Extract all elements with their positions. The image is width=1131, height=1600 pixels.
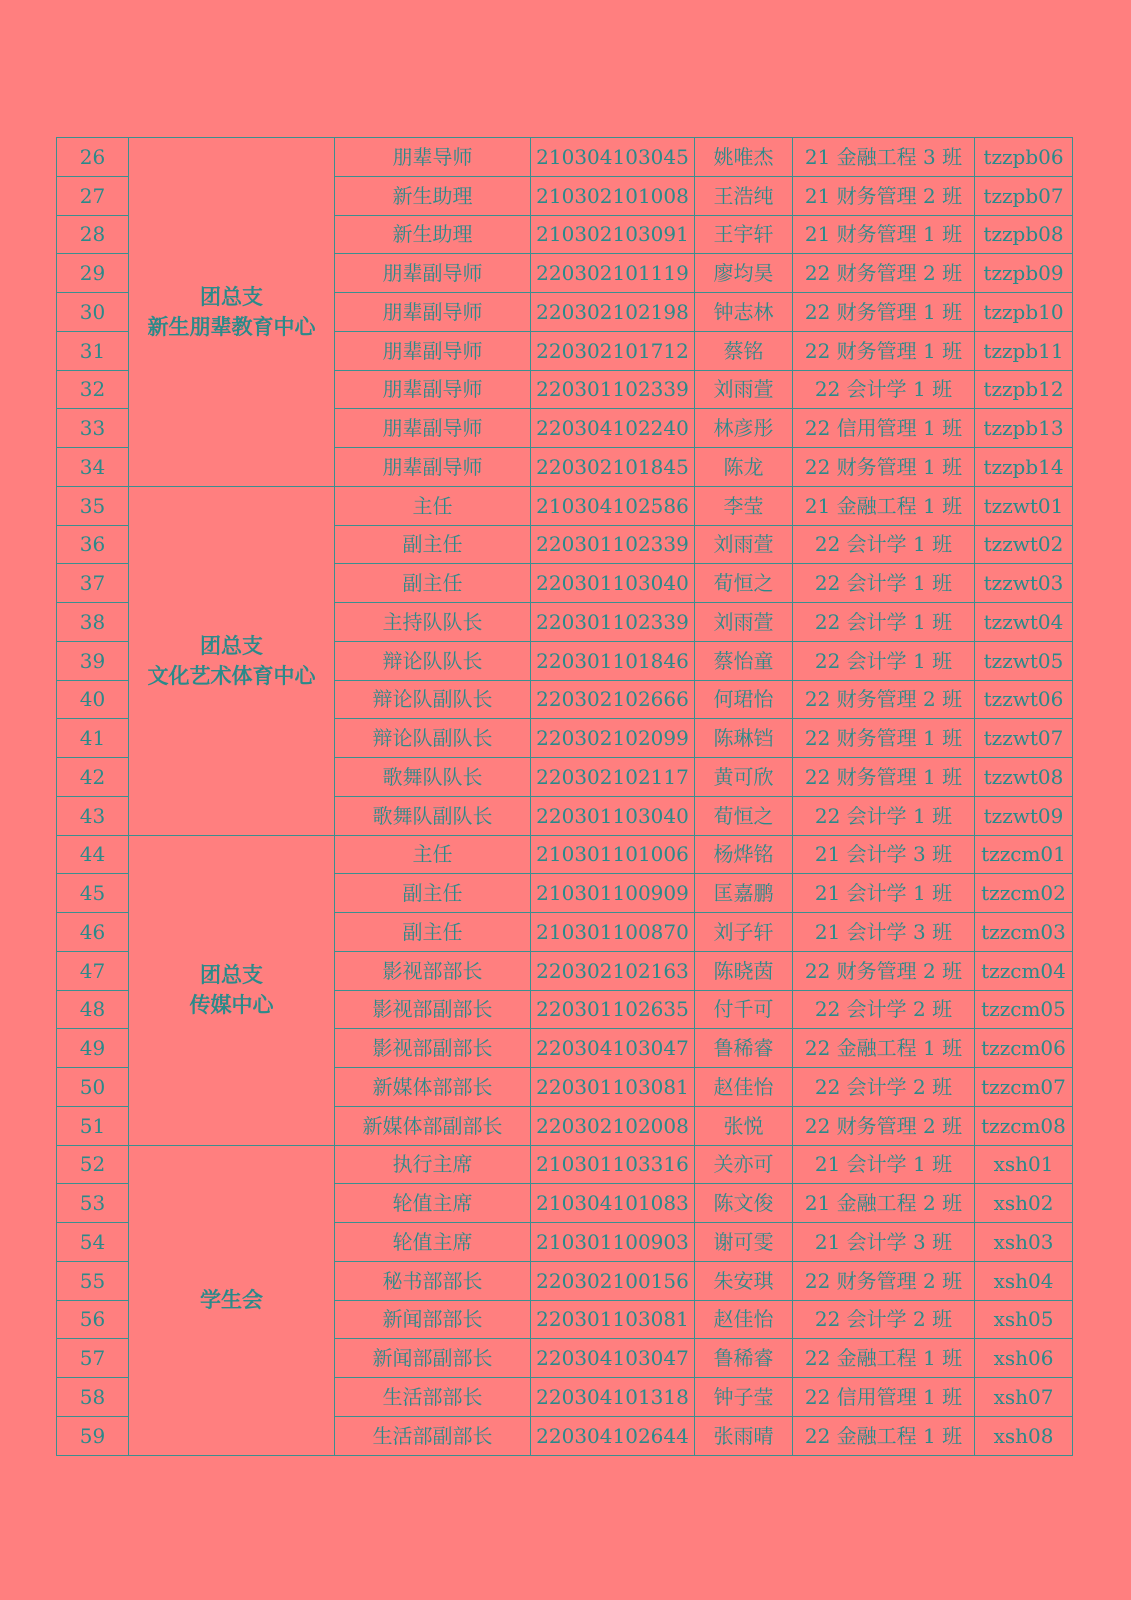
position-cell: 新媒体部部长 bbox=[335, 1068, 531, 1107]
student-name-cell: 鲁稀睿 bbox=[695, 1339, 793, 1378]
class-cell: 22 会计学 1 班 bbox=[793, 796, 975, 835]
position-cell: 朋辈副导师 bbox=[335, 293, 531, 332]
position-cell: 副主任 bbox=[335, 564, 531, 603]
student-name-cell: 荀恒之 bbox=[695, 796, 793, 835]
student-id-cell: 220302101712 bbox=[531, 331, 695, 370]
student-name-cell: 陈文俊 bbox=[695, 1184, 793, 1223]
row-number: 27 bbox=[57, 176, 129, 215]
class-cell: 21 会计学 1 班 bbox=[793, 874, 975, 913]
row-number: 46 bbox=[57, 913, 129, 952]
code-cell: tzzwt05 bbox=[975, 641, 1073, 680]
row-number: 41 bbox=[57, 719, 129, 758]
row-number: 36 bbox=[57, 525, 129, 564]
student-id-cell: 220302102163 bbox=[531, 951, 695, 990]
class-cell: 22 信用管理 1 班 bbox=[793, 409, 975, 448]
class-cell: 22 会计学 1 班 bbox=[793, 370, 975, 409]
code-cell: tzzwt03 bbox=[975, 564, 1073, 603]
row-number: 54 bbox=[57, 1223, 129, 1262]
student-name-cell: 匡嘉鹏 bbox=[695, 874, 793, 913]
code-cell: tzzcm02 bbox=[975, 874, 1073, 913]
code-cell: tzzpb06 bbox=[975, 138, 1073, 177]
class-cell: 22 会计学 1 班 bbox=[793, 564, 975, 603]
code-cell: tzzwt09 bbox=[975, 796, 1073, 835]
student-name-cell: 蔡怡童 bbox=[695, 641, 793, 680]
table-row bbox=[57, 138, 1073, 177]
position-cell: 新生助理 bbox=[335, 215, 531, 254]
student-id-cell: 220301102635 bbox=[531, 990, 695, 1029]
class-cell: 22 信用管理 1 班 bbox=[793, 1378, 975, 1417]
class-cell: 22 财务管理 2 班 bbox=[793, 951, 975, 990]
organization-cell bbox=[129, 835, 335, 1145]
student-name-cell: 谢可雯 bbox=[695, 1223, 793, 1262]
position-cell: 新闻部副部长 bbox=[335, 1339, 531, 1378]
student-id-cell: 220302101119 bbox=[531, 254, 695, 293]
class-cell: 22 财务管理 2 班 bbox=[793, 254, 975, 293]
student-name-cell: 黄可欣 bbox=[695, 758, 793, 797]
row-number: 49 bbox=[57, 1029, 129, 1068]
position-cell: 新闻部部长 bbox=[335, 1300, 531, 1339]
class-cell: 22 会计学 2 班 bbox=[793, 990, 975, 1029]
code-cell: tzzpb09 bbox=[975, 254, 1073, 293]
student-id-cell: 210304101083 bbox=[531, 1184, 695, 1223]
position-cell: 朋辈副导师 bbox=[335, 370, 531, 409]
student-id-cell: 210302103091 bbox=[531, 215, 695, 254]
row-number: 44 bbox=[57, 835, 129, 874]
row-number: 38 bbox=[57, 603, 129, 642]
code-cell: tzzwt08 bbox=[975, 758, 1073, 797]
row-number: 35 bbox=[57, 486, 129, 525]
student-name-cell: 张悦 bbox=[695, 1106, 793, 1145]
code-cell: xsh06 bbox=[975, 1339, 1073, 1378]
code-cell: tzzpb12 bbox=[975, 370, 1073, 409]
student-name-cell: 陈琳铛 bbox=[695, 719, 793, 758]
organization-name-line: 团总支 bbox=[200, 962, 263, 987]
position-cell: 主任 bbox=[335, 486, 531, 525]
student-name-cell: 林彦彤 bbox=[695, 409, 793, 448]
code-cell: tzzcm05 bbox=[975, 990, 1073, 1029]
position-cell: 秘书部部长 bbox=[335, 1261, 531, 1300]
student-id-cell: 220302102666 bbox=[531, 680, 695, 719]
class-cell: 22 会计学 1 班 bbox=[793, 525, 975, 564]
row-number: 39 bbox=[57, 641, 129, 680]
organization-name-line: 团总支 bbox=[200, 283, 263, 309]
code-cell: xsh01 bbox=[975, 1145, 1073, 1184]
student-id-cell: 210304102586 bbox=[531, 486, 695, 525]
position-cell: 执行主席 bbox=[335, 1145, 531, 1184]
class-cell: 22 财务管理 1 班 bbox=[793, 293, 975, 332]
student-id-cell: 210301101006 bbox=[531, 835, 695, 874]
code-cell: tzzwt04 bbox=[975, 603, 1073, 642]
organization-cell bbox=[129, 138, 335, 487]
student-name-cell: 陈晓茵 bbox=[695, 951, 793, 990]
student-name-cell: 钟志林 bbox=[695, 293, 793, 332]
student-id-cell: 220302102117 bbox=[531, 758, 695, 797]
position-cell: 新生助理 bbox=[335, 176, 531, 215]
table-row bbox=[57, 486, 1073, 525]
student-id-cell: 220301103040 bbox=[531, 796, 695, 835]
class-cell: 22 金融工程 1 班 bbox=[793, 1416, 975, 1455]
code-cell: tzzcm04 bbox=[975, 951, 1073, 990]
position-cell: 朋辈副导师 bbox=[335, 409, 531, 448]
student-id-cell: 220304103047 bbox=[531, 1029, 695, 1068]
roster-table-body bbox=[57, 138, 1073, 1456]
code-cell: tzzpb11 bbox=[975, 331, 1073, 370]
position-cell: 歌舞队副队长 bbox=[335, 796, 531, 835]
class-cell: 22 金融工程 1 班 bbox=[793, 1339, 975, 1378]
organization-name-line: 传媒中心 bbox=[189, 992, 274, 1017]
student-name-cell: 刘雨萱 bbox=[695, 603, 793, 642]
row-number: 51 bbox=[57, 1106, 129, 1145]
student-id-cell: 220301102339 bbox=[531, 525, 695, 564]
table-row bbox=[57, 835, 1073, 874]
student-name-cell: 关亦可 bbox=[695, 1145, 793, 1184]
class-cell: 21 金融工程 1 班 bbox=[793, 486, 975, 525]
position-cell: 影视部副部长 bbox=[335, 990, 531, 1029]
student-id-cell: 220304102644 bbox=[531, 1416, 695, 1455]
position-cell: 朋辈副导师 bbox=[335, 331, 531, 370]
student-id-cell: 220302102008 bbox=[531, 1106, 695, 1145]
roster-table bbox=[56, 137, 1073, 1456]
row-number: 45 bbox=[57, 874, 129, 913]
student-name-cell: 李莹 bbox=[695, 486, 793, 525]
class-cell: 22 会计学 1 班 bbox=[793, 603, 975, 642]
class-cell: 21 财务管理 1 班 bbox=[793, 215, 975, 254]
row-number: 42 bbox=[57, 758, 129, 797]
code-cell: xsh02 bbox=[975, 1184, 1073, 1223]
position-cell: 歌舞队队长 bbox=[335, 758, 531, 797]
student-id-cell: 210301100909 bbox=[531, 874, 695, 913]
row-number: 43 bbox=[57, 796, 129, 835]
row-number: 29 bbox=[57, 254, 129, 293]
class-cell: 21 会计学 1 班 bbox=[793, 1145, 975, 1184]
student-name-cell: 赵佳怡 bbox=[695, 1300, 793, 1339]
class-cell: 22 财务管理 1 班 bbox=[793, 719, 975, 758]
student-name-cell: 鲁稀睿 bbox=[695, 1029, 793, 1068]
class-cell: 22 财务管理 2 班 bbox=[793, 1261, 975, 1300]
code-cell: tzzwt01 bbox=[975, 486, 1073, 525]
code-cell: tzzwt07 bbox=[975, 719, 1073, 758]
row-number: 53 bbox=[57, 1184, 129, 1223]
student-name-cell: 刘子轩 bbox=[695, 913, 793, 952]
student-id-cell: 220302102099 bbox=[531, 719, 695, 758]
class-cell: 22 财务管理 2 班 bbox=[793, 680, 975, 719]
class-cell: 22 会计学 2 班 bbox=[793, 1300, 975, 1339]
position-cell: 副主任 bbox=[335, 525, 531, 564]
table-row bbox=[57, 1145, 1073, 1184]
student-name-cell: 蔡铭 bbox=[695, 331, 793, 370]
position-cell: 轮值主席 bbox=[335, 1184, 531, 1223]
position-cell: 轮值主席 bbox=[335, 1223, 531, 1262]
class-cell: 22 财务管理 1 班 bbox=[793, 331, 975, 370]
code-cell: tzzcm01 bbox=[975, 835, 1073, 874]
student-name-cell: 赵佳怡 bbox=[695, 1068, 793, 1107]
student-name-cell: 刘雨萱 bbox=[695, 525, 793, 564]
row-number: 52 bbox=[57, 1145, 129, 1184]
student-name-cell: 王宇轩 bbox=[695, 215, 793, 254]
student-name-cell: 张雨晴 bbox=[695, 1416, 793, 1455]
student-id-cell: 220304101318 bbox=[531, 1378, 695, 1417]
row-number: 30 bbox=[57, 293, 129, 332]
class-cell: 21 金融工程 2 班 bbox=[793, 1184, 975, 1223]
row-number: 59 bbox=[57, 1416, 129, 1455]
student-id-cell: 220302101845 bbox=[531, 448, 695, 487]
position-cell: 辩论队队长 bbox=[335, 641, 531, 680]
position-cell: 生活部副部长 bbox=[335, 1416, 531, 1455]
row-number: 28 bbox=[57, 215, 129, 254]
position-cell: 影视部副部长 bbox=[335, 1029, 531, 1068]
organization-name-line: 新生朋辈教育中心 bbox=[147, 313, 316, 339]
position-cell: 新媒体部副部长 bbox=[335, 1106, 531, 1145]
student-id-cell: 210301103316 bbox=[531, 1145, 695, 1184]
student-id-cell: 210301100870 bbox=[531, 913, 695, 952]
class-cell: 22 财务管理 1 班 bbox=[793, 758, 975, 797]
student-name-cell: 廖均昊 bbox=[695, 254, 793, 293]
position-cell: 影视部部长 bbox=[335, 951, 531, 990]
code-cell: xsh04 bbox=[975, 1261, 1073, 1300]
row-number: 57 bbox=[57, 1339, 129, 1378]
code-cell: tzzwt02 bbox=[975, 525, 1073, 564]
class-cell: 22 金融工程 1 班 bbox=[793, 1029, 975, 1068]
position-cell: 朋辈导师 bbox=[335, 138, 531, 177]
student-id-cell: 220301103081 bbox=[531, 1300, 695, 1339]
class-cell: 21 金融工程 3 班 bbox=[793, 138, 975, 177]
code-cell: tzzcm07 bbox=[975, 1068, 1073, 1107]
class-cell: 22 财务管理 1 班 bbox=[793, 448, 975, 487]
student-id-cell: 220301103040 bbox=[531, 564, 695, 603]
student-id-cell: 220301103081 bbox=[531, 1068, 695, 1107]
code-cell: tzzpb14 bbox=[975, 448, 1073, 487]
row-number: 47 bbox=[57, 951, 129, 990]
row-number: 33 bbox=[57, 409, 129, 448]
class-cell: 22 财务管理 2 班 bbox=[793, 1106, 975, 1145]
position-cell: 主任 bbox=[335, 835, 531, 874]
class-cell: 21 会计学 3 班 bbox=[793, 835, 975, 874]
student-id-cell: 220301102339 bbox=[531, 603, 695, 642]
row-number: 58 bbox=[57, 1378, 129, 1417]
position-cell: 朋辈副导师 bbox=[335, 254, 531, 293]
code-cell: tzzwt06 bbox=[975, 680, 1073, 719]
row-number: 40 bbox=[57, 680, 129, 719]
student-id-cell: 220301102339 bbox=[531, 370, 695, 409]
student-id-cell: 210301100903 bbox=[531, 1223, 695, 1262]
row-number: 48 bbox=[57, 990, 129, 1029]
student-name-cell: 钟子莹 bbox=[695, 1378, 793, 1417]
position-cell: 生活部部长 bbox=[335, 1378, 531, 1417]
code-cell: xsh03 bbox=[975, 1223, 1073, 1262]
organization-name-line: 学生会 bbox=[200, 1287, 263, 1312]
student-id-cell: 210304103045 bbox=[531, 138, 695, 177]
student-name-cell: 姚唯杰 bbox=[695, 138, 793, 177]
position-cell: 辩论队副队长 bbox=[335, 719, 531, 758]
row-number: 37 bbox=[57, 564, 129, 603]
student-name-cell: 朱安琪 bbox=[695, 1261, 793, 1300]
code-cell: tzzcm08 bbox=[975, 1106, 1073, 1145]
code-cell: tzzpb08 bbox=[975, 215, 1073, 254]
position-cell: 朋辈副导师 bbox=[335, 448, 531, 487]
student-id-cell: 220302100156 bbox=[531, 1261, 695, 1300]
organization-cell bbox=[129, 486, 335, 835]
student-id-cell: 220302102198 bbox=[531, 293, 695, 332]
code-cell: tzzpb07 bbox=[975, 176, 1073, 215]
student-id-cell: 220301101846 bbox=[531, 641, 695, 680]
code-cell: xsh07 bbox=[975, 1378, 1073, 1417]
row-number: 56 bbox=[57, 1300, 129, 1339]
row-number: 32 bbox=[57, 370, 129, 409]
student-name-cell: 杨烨铭 bbox=[695, 835, 793, 874]
class-cell: 21 财务管理 2 班 bbox=[793, 176, 975, 215]
organization-name-line: 团总支 bbox=[200, 632, 263, 658]
code-cell: tzzpb13 bbox=[975, 409, 1073, 448]
student-id-cell: 220304102240 bbox=[531, 409, 695, 448]
class-cell: 21 会计学 3 班 bbox=[793, 1223, 975, 1262]
student-name-cell: 陈龙 bbox=[695, 448, 793, 487]
student-id-cell: 220304103047 bbox=[531, 1339, 695, 1378]
position-cell: 副主任 bbox=[335, 874, 531, 913]
student-name-cell: 何珺怡 bbox=[695, 680, 793, 719]
row-number: 34 bbox=[57, 448, 129, 487]
student-id-cell: 210302101008 bbox=[531, 176, 695, 215]
code-cell: xsh08 bbox=[975, 1416, 1073, 1455]
student-name-cell: 王浩纯 bbox=[695, 176, 793, 215]
student-name-cell: 刘雨萱 bbox=[695, 370, 793, 409]
student-name-cell: 荀恒之 bbox=[695, 564, 793, 603]
position-cell: 辩论队副队长 bbox=[335, 680, 531, 719]
class-cell: 22 会计学 2 班 bbox=[793, 1068, 975, 1107]
row-number: 31 bbox=[57, 331, 129, 370]
organization-name-line: 文化艺术体育中心 bbox=[147, 662, 316, 688]
row-number: 26 bbox=[57, 138, 129, 177]
class-cell: 21 会计学 3 班 bbox=[793, 913, 975, 952]
position-cell: 副主任 bbox=[335, 913, 531, 952]
row-number: 55 bbox=[57, 1261, 129, 1300]
code-cell: tzzpb10 bbox=[975, 293, 1073, 332]
position-cell: 主持队队长 bbox=[335, 603, 531, 642]
row-number: 50 bbox=[57, 1068, 129, 1107]
code-cell: tzzcm06 bbox=[975, 1029, 1073, 1068]
code-cell: xsh05 bbox=[975, 1300, 1073, 1339]
class-cell: 22 会计学 1 班 bbox=[793, 641, 975, 680]
organization-cell bbox=[129, 1145, 335, 1455]
student-name-cell: 付千可 bbox=[695, 990, 793, 1029]
code-cell: tzzcm03 bbox=[975, 913, 1073, 952]
